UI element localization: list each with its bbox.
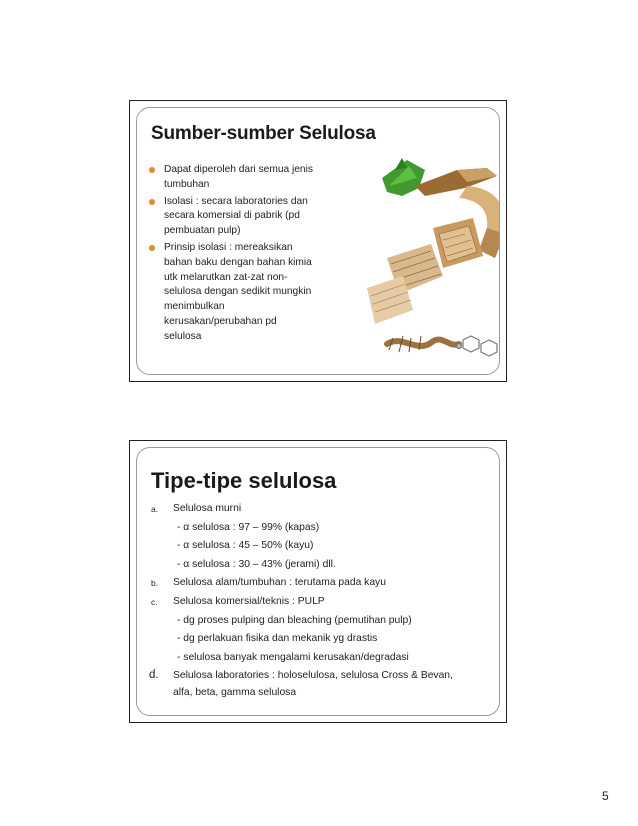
list-item-text: - α selulosa : 30 – 43% (jerami) dll. [177, 558, 336, 570]
list-item-text: - selulosa banyak mengalami kerusakan/degradasi [177, 651, 409, 663]
list-item [147, 630, 491, 649]
microfibril-strand-icon [387, 336, 459, 352]
list-item-text: - dg proses pulping dan bleaching (pemutihan pulp) [177, 614, 412, 626]
list-item [147, 556, 491, 575]
tree-to-cellulose-fiber-illustration [347, 148, 500, 375]
bullet-item [147, 195, 342, 239]
bullet-line: utk melarutkan zat-zat non- [164, 271, 288, 283]
list-item-text: alfa, beta, gamma selulosa [173, 687, 297, 699]
list-item [147, 649, 491, 668]
list-item-text: - α selulosa : 45 – 50% (kayu) [177, 540, 314, 552]
bullet-line: menimbulkan [164, 301, 225, 313]
list-marker: b. [151, 578, 159, 589]
slide-1-frame [129, 100, 507, 382]
fiber-layer-icon [367, 244, 443, 324]
bullet-line: selulosa dengan sedikit mungkin [164, 286, 312, 298]
list-item-text: Selulosa murni [173, 503, 242, 514]
slide-2-frame [129, 440, 507, 723]
bullet-line: selulosa [164, 330, 202, 342]
bullet-line: Prinsip isolasi : mereaksikan [164, 241, 293, 253]
bullet-line: Dapat diperoleh dari semua jenis [164, 164, 313, 175]
list-item [147, 684, 491, 701]
bullet-dot-icon [149, 167, 155, 173]
page-number: 5 [602, 789, 609, 803]
bullet-dot-icon [149, 245, 155, 251]
list-marker: a. [151, 504, 159, 514]
bullet-item [147, 163, 342, 193]
slide-1-bullet-list [147, 163, 342, 347]
bullet-line: tumbuhan [164, 178, 210, 190]
bullet-line: bahan baku dengan bahan kimia [164, 256, 312, 268]
list-item-text: - α selulosa : 97 – 99% (kapas) [177, 521, 320, 533]
bullet-dot-icon [149, 199, 155, 205]
list-item [147, 537, 491, 556]
bullet-item [147, 241, 342, 345]
list-item-text: Selulosa alam/tumbuhan : terutama pada kayu [173, 577, 386, 589]
list-item-text: Selulosa laboratories : holoselulosa, selulosa Cross & Bevan, [173, 670, 453, 682]
slide-1-title: Sumber-sumber Selulosa [151, 123, 376, 144]
list-item-text: Selulosa komersial/teknis : PULP [173, 595, 325, 607]
slide-2-title: Tipe-tipe selulosa [151, 468, 337, 493]
bullet-line: pembuatan pulp) [164, 225, 241, 237]
slide-1-content [136, 107, 500, 375]
list-item [147, 500, 491, 519]
list-item [147, 667, 491, 684]
list-item [147, 574, 491, 593]
slide-2-content [136, 447, 500, 716]
slide-2-list [147, 500, 491, 701]
list-item-text: - dg perlakuan fisika dan mekanik yg drastis [177, 633, 378, 645]
tree-leaf-icon [382, 158, 425, 196]
list-marker: c. [151, 596, 158, 607]
list-marker: d. [149, 669, 159, 682]
bullet-line: kerusakan/perubahan pd [164, 315, 277, 327]
wood-cell-block-icon [433, 218, 483, 268]
bullet-line: secara komersial di pabrik (pd [164, 210, 300, 222]
cellulose-molecule-icon [457, 336, 501, 356]
list-item [147, 612, 491, 631]
bullet-line: Isolasi : secara laboratories dan [164, 195, 308, 207]
list-item [147, 519, 491, 538]
list-item [147, 593, 491, 612]
